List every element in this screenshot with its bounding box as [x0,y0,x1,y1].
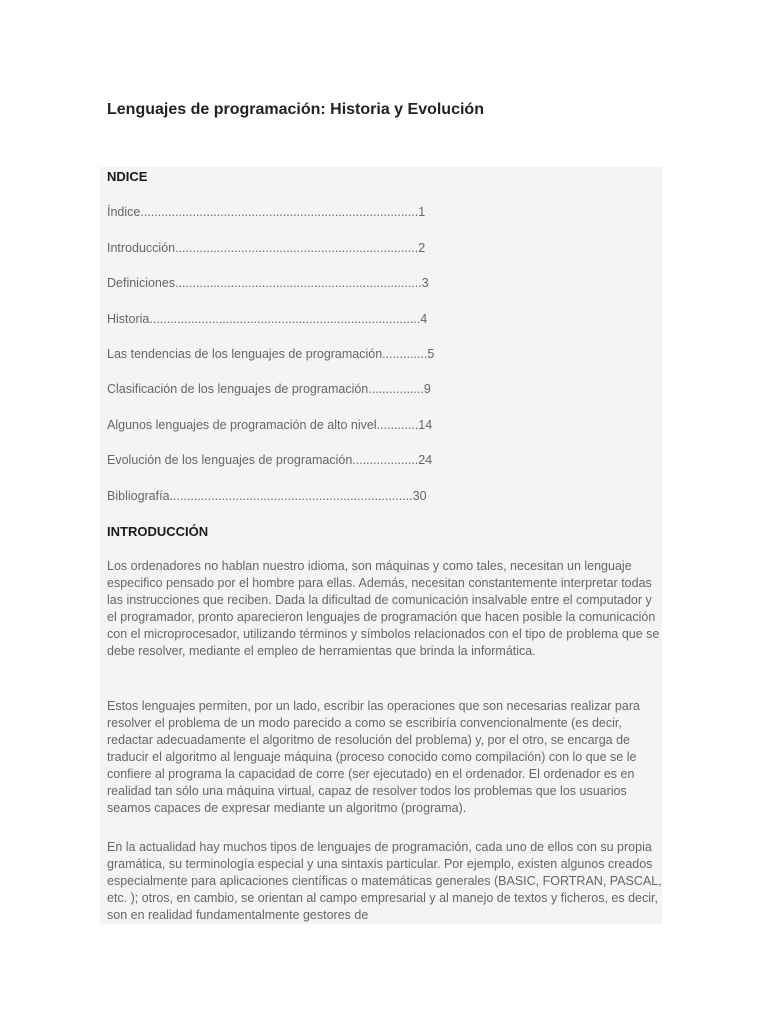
index-heading: NDICE [107,169,148,184]
toc-entry-alto-nivel: Algunos lenguajes de programación de alto nivel............14 [107,418,433,432]
introduction-paragraph: Los ordenadores no hablan nuestro idioma, son máquinas y como tales, necesitan un lenguaje especifico pensado por el hombre para ellas. Además, necesitan constantemente interpretar todas las instrucciones que reciben. Dada la dificultad de comunicación insalvable entre el computador y el programador, pronto aparecieron lenguajes de programación que hacen posible la comunicación con el microprocesador, utilizando términos y símbolos relacionados con el tipo de problema que se debe resolver, mediante el empleo de herramientas que brinda la informática. [107,559,660,658]
toc-entry-indice: Índice................................................................................1 [107,205,426,219]
toc-entry-definiciones: Definiciones.......................................................................3 [107,276,429,290]
toc-entry-evolucion: Evolución de los lenguajes de programación...................24 [107,453,433,467]
introduction-paragraph: Estos lenguajes permiten, por un lado, escribir las operaciones que son necesarias realizar para resolver el problema de un modo parecido a como se escribiría convencionalmente (es decir, redactar adecuadamente el algoritmo de resolución del problema) y, por el otro, se encarga de traducir el algoritmo al lenguaje máquina (proceso conocido como compilación) con lo que se le confiere al programa la capacidad de corre (ser ejecutado) en el ordenador. El ordenador es en realidad tan sólo una máquina virtual, capaz de resolver todos los problemas que los usuarios seamos capaces de expresar mediante un algoritmo (programa). [107,699,640,815]
toc-entry-introduccion: Introducción......................................................................2 [107,241,426,255]
introduction-paragraph: En la actualidad hay muchos tipos de lenguajes de programación, cada uno de ellos con su propia gramática, su terminología especial y una sintaxis particular. Por ejemplo, existen algunos creados especialmente para aplicaciones científicas o matemáticas generales (BASIC, FORTRAN, PASCAL, etc. ); otros, en cambio, se orientan al campo empresarial y al manejo de textos y ficheros, es decir, son en realidad fundamentalmente gestores de [107,840,662,922]
introduction-heading: INTRODUCCIÓN [107,524,209,539]
toc-entry-tendencias: Las tendencias de los lenguajes de programación.............5 [107,347,435,361]
toc-entry-historia: Historia..............................................................................4 [107,312,428,326]
toc-entry-bibliografia: Bibliografía......................................................................30 [107,489,427,503]
toc-entry-clasificacion: Clasificación de los lenguajes de programación................9 [107,382,431,396]
document-body [100,167,662,924]
document-title: Lenguajes de programación: Historia y Evolución [107,101,484,118]
